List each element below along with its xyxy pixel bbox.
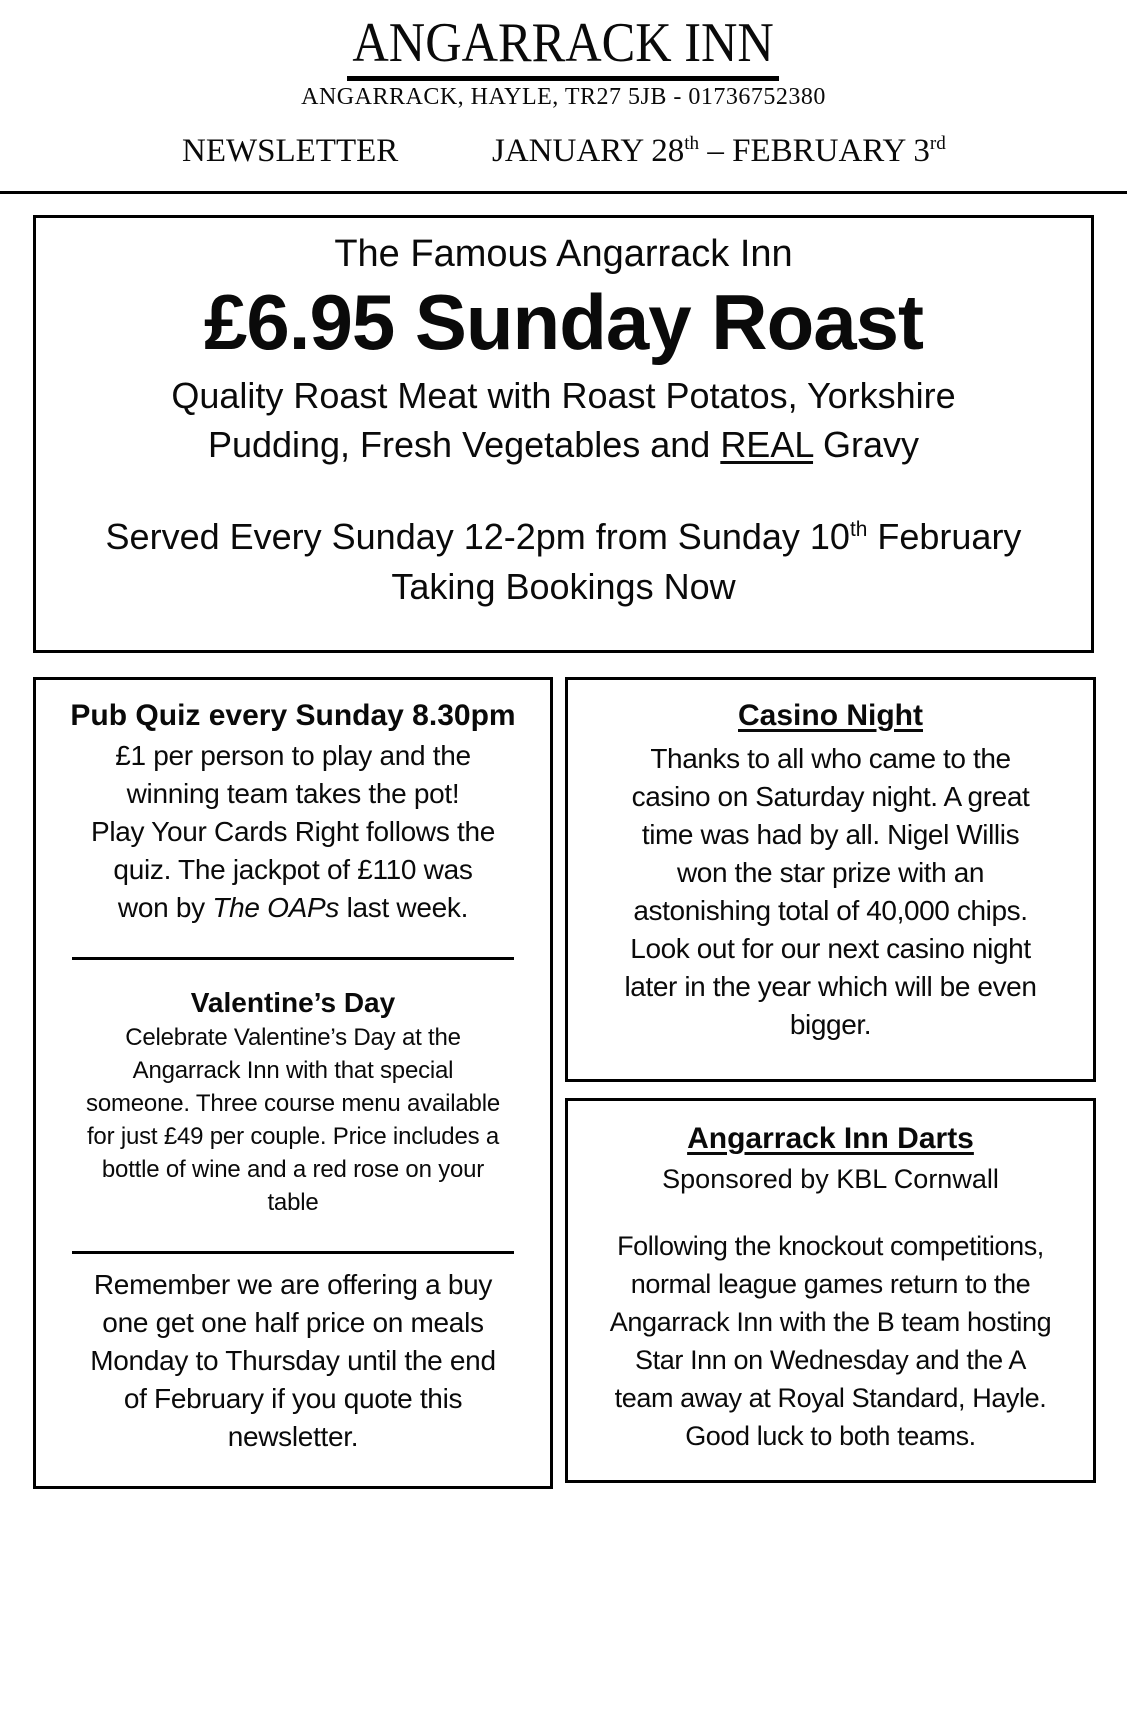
page-title: ANGARRACK INN: [347, 14, 779, 81]
darts-heading: Angarrack Inn Darts: [687, 1122, 974, 1155]
casino-heading: Casino Night: [738, 699, 923, 732]
newsletter-date-range: JANUARY 28th – FEBRUARY 3rd: [492, 133, 946, 169]
header: [0, 14, 1127, 111]
header-divider: [0, 191, 1127, 194]
promo-headline: £6.95 Sunday Roast: [204, 278, 923, 367]
address-line: ANGARRACK, HAYLE, TR27 5JB - 01736752380: [301, 83, 826, 110]
promo-description: Quality Roast Meat with Roast Potatos, Yorkshire Pudding, Fresh Vegetables and REAL Gravy: [171, 374, 956, 466]
sunday-roast-promo-box: [33, 215, 1094, 653]
valentines-body: Celebrate Valentine’s Day at the Angarrack Inn with that special someone. Three course menu available for just £49 per couple. Price includes a bottle of wine and a red rose on your table: [86, 1024, 500, 1217]
casino-night-box: [565, 677, 1096, 1082]
promo-subtitle: The Famous Angarrack Inn: [334, 233, 793, 275]
left-column-box: [33, 677, 553, 1489]
meal-offer-body: Remember we are offering a buy one get one half price on meals Monday to Thursday until the end of February if you quote this newsletter.: [90, 1269, 496, 1453]
pub-quiz-heading: Pub Quiz every Sunday 8.30pm: [70, 699, 516, 732]
darts-box: [565, 1098, 1096, 1483]
promo-schedule: Served Every Sunday 12-2pm from Sunday 10th February Taking Bookings Now: [105, 516, 1022, 607]
darts-subheading: Sponsored by KBL Cornwall: [662, 1163, 999, 1194]
newsletter-label: NEWSLETTER: [182, 133, 399, 169]
casino-body: Thanks to all who came to the casino on Saturday night. A great time was had by all. Nigel Willis won the star prize with an astonishing total of 40,000 chips. Look out for our next casino night later in the year which will be even bigger.: [624, 742, 1037, 1040]
valentines-heading: Valentine’s Day: [190, 986, 396, 1018]
section-divider: [72, 1251, 514, 1254]
darts-body: Following the knockout competitions, normal league games return to the Angarrack Inn with the B team hosting Star Inn on Wednesday and the A team away at Royal Standard, Hayle. Good luck to both teams.: [609, 1230, 1052, 1451]
pub-quiz-body: £1 per person to play and the winning team takes the pot! Play Your Cards Right follows the quiz. The jackpot of £110 was won by The OAPs last week.: [90, 739, 496, 923]
section-divider: [72, 957, 514, 960]
